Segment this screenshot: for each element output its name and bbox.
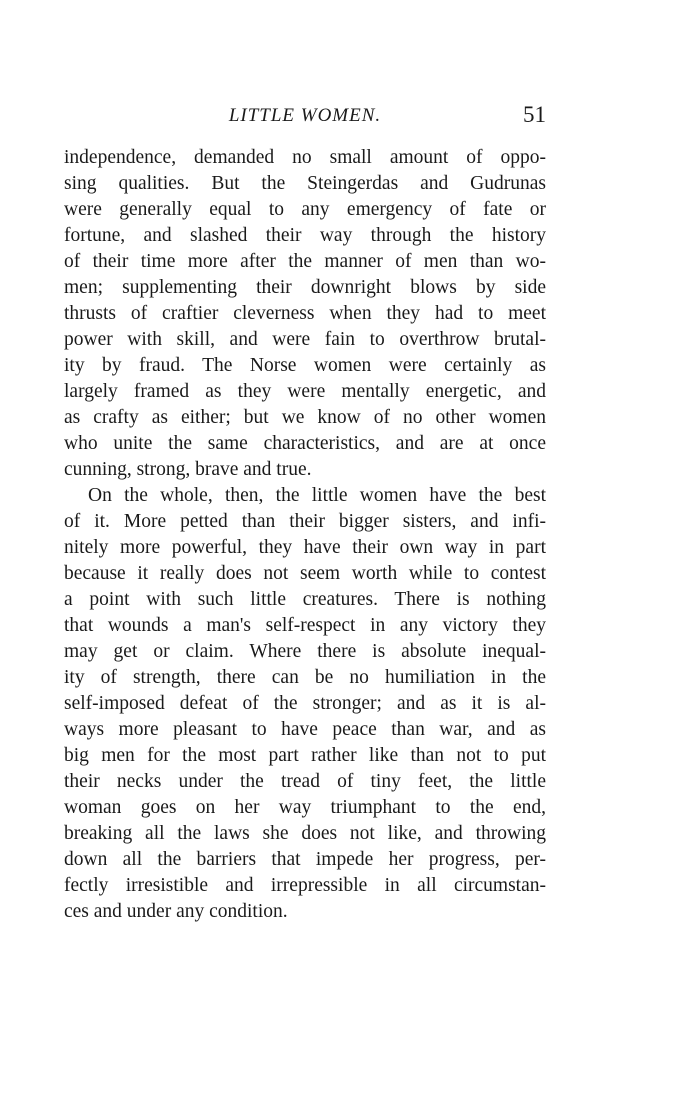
text-line: sing qualities. But the Steingerdas and Gudrunas [64,173,546,194]
text-line: self-imposed defeat of the stronger; and as it is al- [64,693,546,714]
text-line: that wounds a man's self-respect in any victory they [64,615,546,636]
text-line: largely framed as they were mentally energetic, and [64,381,546,402]
text-line: cunning, strong, brave and true. [64,459,312,480]
text-line: down all the barriers that impede her progress, per- [64,849,546,870]
text-line: breaking all the laws she does not like, and throwing [64,823,546,844]
text-line: who unite the same characteristics, and are at once [64,433,546,454]
text-line: their necks under the tread of tiny feet, the little [64,771,546,792]
running-head [64,102,546,133]
text-line: independence, demanded no small amount of oppo- [64,147,546,168]
text-line: men; supplementing their downright blows by side [64,277,546,298]
text-line: thrusts of craftier cleverness when they had to meet [64,303,546,324]
text-line: of it. More petted than their bigger sisters, and infi- [64,511,546,532]
text-line: were generally equal to any emergency of fate or [64,199,546,220]
text-line: a point with such little creatures. There is nothing [64,589,546,610]
text-line: ity of strength, there can be no humiliation in the [64,667,546,688]
text-line: On the whole, then, the little women have the best [88,485,546,506]
text-line: of their time more after the manner of men than wo- [64,251,546,272]
page-number: 51 [523,102,546,127]
text-line: ces and under any condition. [64,901,288,922]
body-text [64,145,546,925]
running-title: LITTLE WOMEN. [228,105,382,126]
text-line: nitely more powerful, they have their own way in part [64,537,546,558]
text-line: ways more pleasant to have peace than war, and as [64,719,546,740]
text-line: may get or claim. Where there is absolute inequal- [64,641,546,662]
text-line: fectly irresistible and irrepressible in all circumstan- [64,875,546,896]
text-line: because it really does not seem worth while to contest [64,563,546,584]
text-line: as crafty as either; but we know of no other women [64,407,546,428]
text-line: fortune, and slashed their way through the history [64,225,546,246]
text-line: ity by fraud. The Norse women were certainly as [64,355,546,376]
text-line: woman goes on her way triumphant to the end, [64,797,546,818]
text-line: power with skill, and were fain to overthrow brutal- [64,329,546,350]
text-line: big men for the most part rather like than not to put [64,745,546,766]
